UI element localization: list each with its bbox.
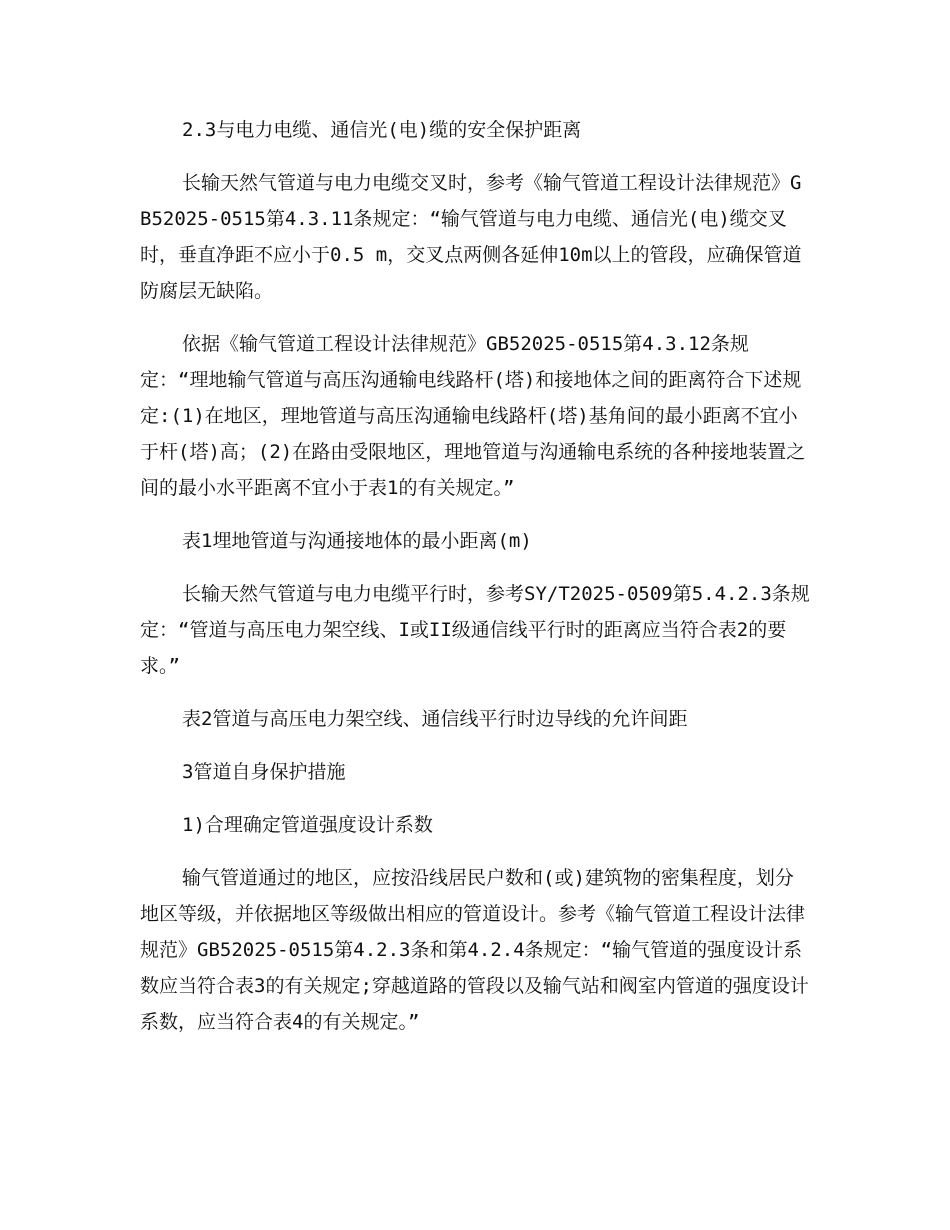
subsection-heading-1: 1)合理确定管道强度设计系数: [182, 814, 433, 836]
paragraph-grounding-distance: 依据《输气管道工程设计法律规范》GB52025-0515第4.3.12条规定：“理地输气管道与高压沟通输电线路杆(塔)和接地体之间的距离符合下述规定:(1)在地区，理地管道与高压沟通输电线路杆(塔)基角间的最小距离不宜小于杆(塔)高；(2)在路由受限地区，理地管道与沟通输电系统的各种接地装置之间的最小水平距离不宜小于表1的有关规定。”: [140, 333, 806, 499]
paragraph-cross-cable: 长输天然气管道与电力电缆交叉时，参考《输气管道工程设计法律规范》GB52025-0515第4.3.11条规定：“输气管道与电力电缆、通信光(电)缆交叉时，垂直净距不应小于0.5 m，交叉点两侧各延伸10m以上的管段，应确保管道防腐层无缺陷。: [140, 172, 802, 302]
table-2-caption: 表2管道与高压电力架空线、通信线平行时边导线的允许间距: [182, 708, 688, 730]
document-body: [140, 112, 812, 1057]
section-heading-3: 3管道自身保护措施: [182, 761, 346, 783]
paragraph-design-factor: 输气管道通过的地区，应按沿线居民户数和(或)建筑物的密集程度，划分地区等级，并依据地区等级做出相应的管道设计。参考《输气管道工程设计法律规范》GB52025-0515第4.2.3条和第4.2.4条规定：“输气管道的强度设计系数应当符合表3的有关规定;穿越道路的管段以及输气站和阀室内管道的强度设计系数，应当符合表4的有关规定。”: [140, 867, 809, 1033]
table-1-caption: 表1埋地管道与沟通接地体的最小距离(m): [182, 530, 532, 552]
paragraph-parallel-cable: 长输天然气管道与电力电缆平行时，参考SY/T2025-0509第5.4.2.3条规定：“管道与高压电力架空线、I或II级通信线平行时的距离应当符合表2的要求。”: [140, 583, 810, 677]
section-heading-2-3: 2.3与电力电缆、通信光(电)缆的安全保护距离: [182, 119, 582, 141]
